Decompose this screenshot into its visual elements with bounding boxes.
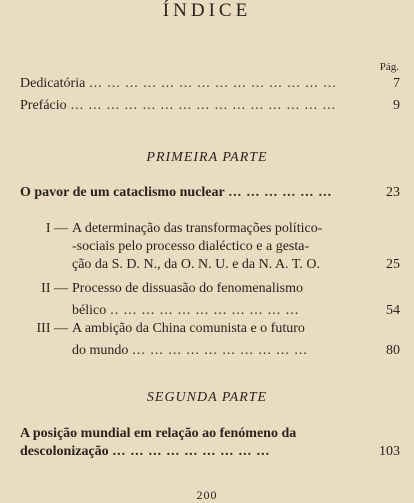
toc-entry-page: 7 <box>393 76 400 91</box>
toc-entry-page: 25 <box>386 257 400 272</box>
section-line: A ambição da China comunista e o futuro <box>72 321 305 336</box>
dot-leader: ... ... ... ... ... ... ... ... ... ... ... ... ... ... ... <box>70 98 337 113</box>
toc-chapter-posicao[interactable] <box>20 425 400 461</box>
section-numeral: III — <box>36 321 68 336</box>
section-last-line <box>72 302 400 320</box>
section-line: A determinação das transformações político- <box>72 221 323 236</box>
section-last-line <box>72 342 400 360</box>
dot-leader: .. ... ... ... ... ... ... ... ... ... ... <box>110 303 300 318</box>
part-heading-primeira: PRIMEIRA PARTE <box>146 150 268 165</box>
chapter-line: descolonização <box>20 444 109 459</box>
toc-section-2[interactable] <box>20 280 400 320</box>
toc-entry-page: 80 <box>386 343 400 358</box>
section-numeral: I — <box>45 221 68 236</box>
chapter-line: A posição mundial em relação ao fenómeno da <box>20 426 297 441</box>
chapter-last-line <box>20 443 400 461</box>
part-heading-segunda: SEGUNDA PARTE <box>146 390 268 405</box>
page-column-label: Pág. <box>379 61 399 73</box>
section-line: ção da S. D. N., da O. N. U. e da N. A. T. O. <box>72 257 320 272</box>
dot-leader: ... ... ... ... ... ... ... ... ... ... ... ... ... ... <box>89 76 337 91</box>
section-line: Processo de dissuasão do fenomenalismo <box>72 281 303 296</box>
toc-entry-page: 54 <box>386 303 400 318</box>
page-number: 200 <box>196 488 218 502</box>
dot-leader: ... ... ... ... ... ... ... ... ... ... <box>132 343 308 358</box>
toc-chapter-pavor[interactable] <box>20 183 400 203</box>
toc-entry-page: 9 <box>393 98 400 113</box>
page-title: ÍNDICE <box>162 0 252 21</box>
toc-section-3[interactable] <box>20 320 400 360</box>
toc-entry-page: 103 <box>379 444 400 459</box>
section-numeral: II — <box>41 281 68 296</box>
section-line: -sociais pelo processo dialéctico e a gesta- <box>72 239 310 254</box>
dot-leader: ... ... ... ... ... ... ... ... ... <box>112 444 271 459</box>
section-line: do mundo <box>72 343 129 358</box>
toc-entry-label: Prefácio <box>20 98 67 113</box>
toc-entry-label: Dedicatória <box>20 76 86 91</box>
toc-entry-label: O pavor de um cataclismo nuclear <box>20 185 225 200</box>
toc-entry-page: 23 <box>386 185 400 200</box>
section-line: bélico <box>72 303 107 318</box>
toc-entry-dedicatoria[interactable] <box>20 74 400 94</box>
section-last-line <box>72 256 400 274</box>
toc-section-1[interactable] <box>20 220 400 274</box>
dot-leader: ... ... ... ... ... ... <box>228 185 333 200</box>
toc-entry-prefacio[interactable] <box>20 96 400 116</box>
